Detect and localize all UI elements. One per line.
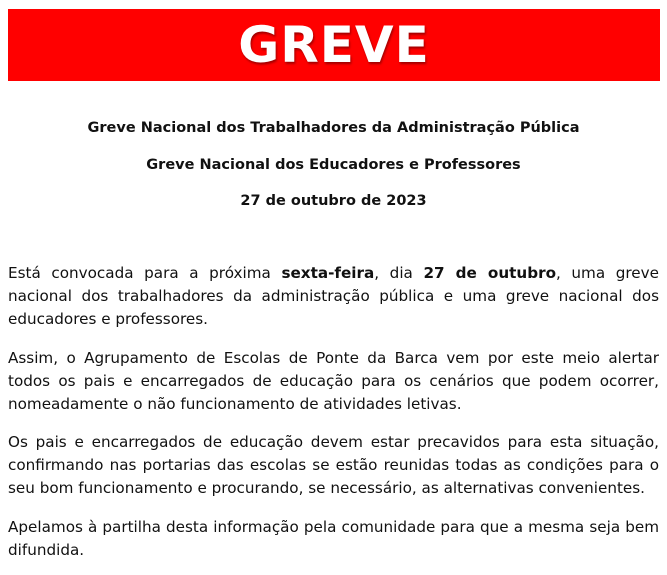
announcement-weekday: sexta-feira (281, 264, 375, 282)
announcement-text-2: , dia (374, 264, 424, 282)
banner-title: GREVE (238, 16, 430, 74)
heading-public-administration-strike: Greve Nacional dos Trabalhadores da Administração Pública (87, 120, 580, 136)
heading-strike-date: 27 de outubro de 2023 (240, 193, 427, 209)
announcement-text-1: Está convocada para a próxima (8, 264, 282, 282)
paragraph-announcement (8, 262, 659, 331)
announcement-text-3: , uma greve nacional dos trabalhadores da administração pública e uma greve nacional dos educadores e professores. (8, 264, 659, 328)
heading-educators-strike: Greve Nacional dos Educadores e Professores (146, 157, 521, 173)
paragraph-share-appeal: Apelamos à partilha desta informação pela comunidade para que a mesma seja bem difundida. (8, 518, 659, 559)
greve-banner (8, 9, 660, 81)
announcement-date: 27 de outubro (423, 264, 556, 282)
paragraph-precautions: Os pais e encarregados de educação devem estar precavidos para esta situação, confirmando nas portarias das escolas se estão reunidas todas as condições para o seu bom funcionamento e procurando, se necessário, as alternativas convenientes. (8, 433, 659, 497)
paragraph-alert: Assim, o Agrupamento de Escolas de Ponte da Barca vem por este meio alertar todos os pais e encarregados de educação para os cenários que podem ocorrer, nomeadamente o não funcionamento de atividades letivas. (8, 349, 659, 413)
